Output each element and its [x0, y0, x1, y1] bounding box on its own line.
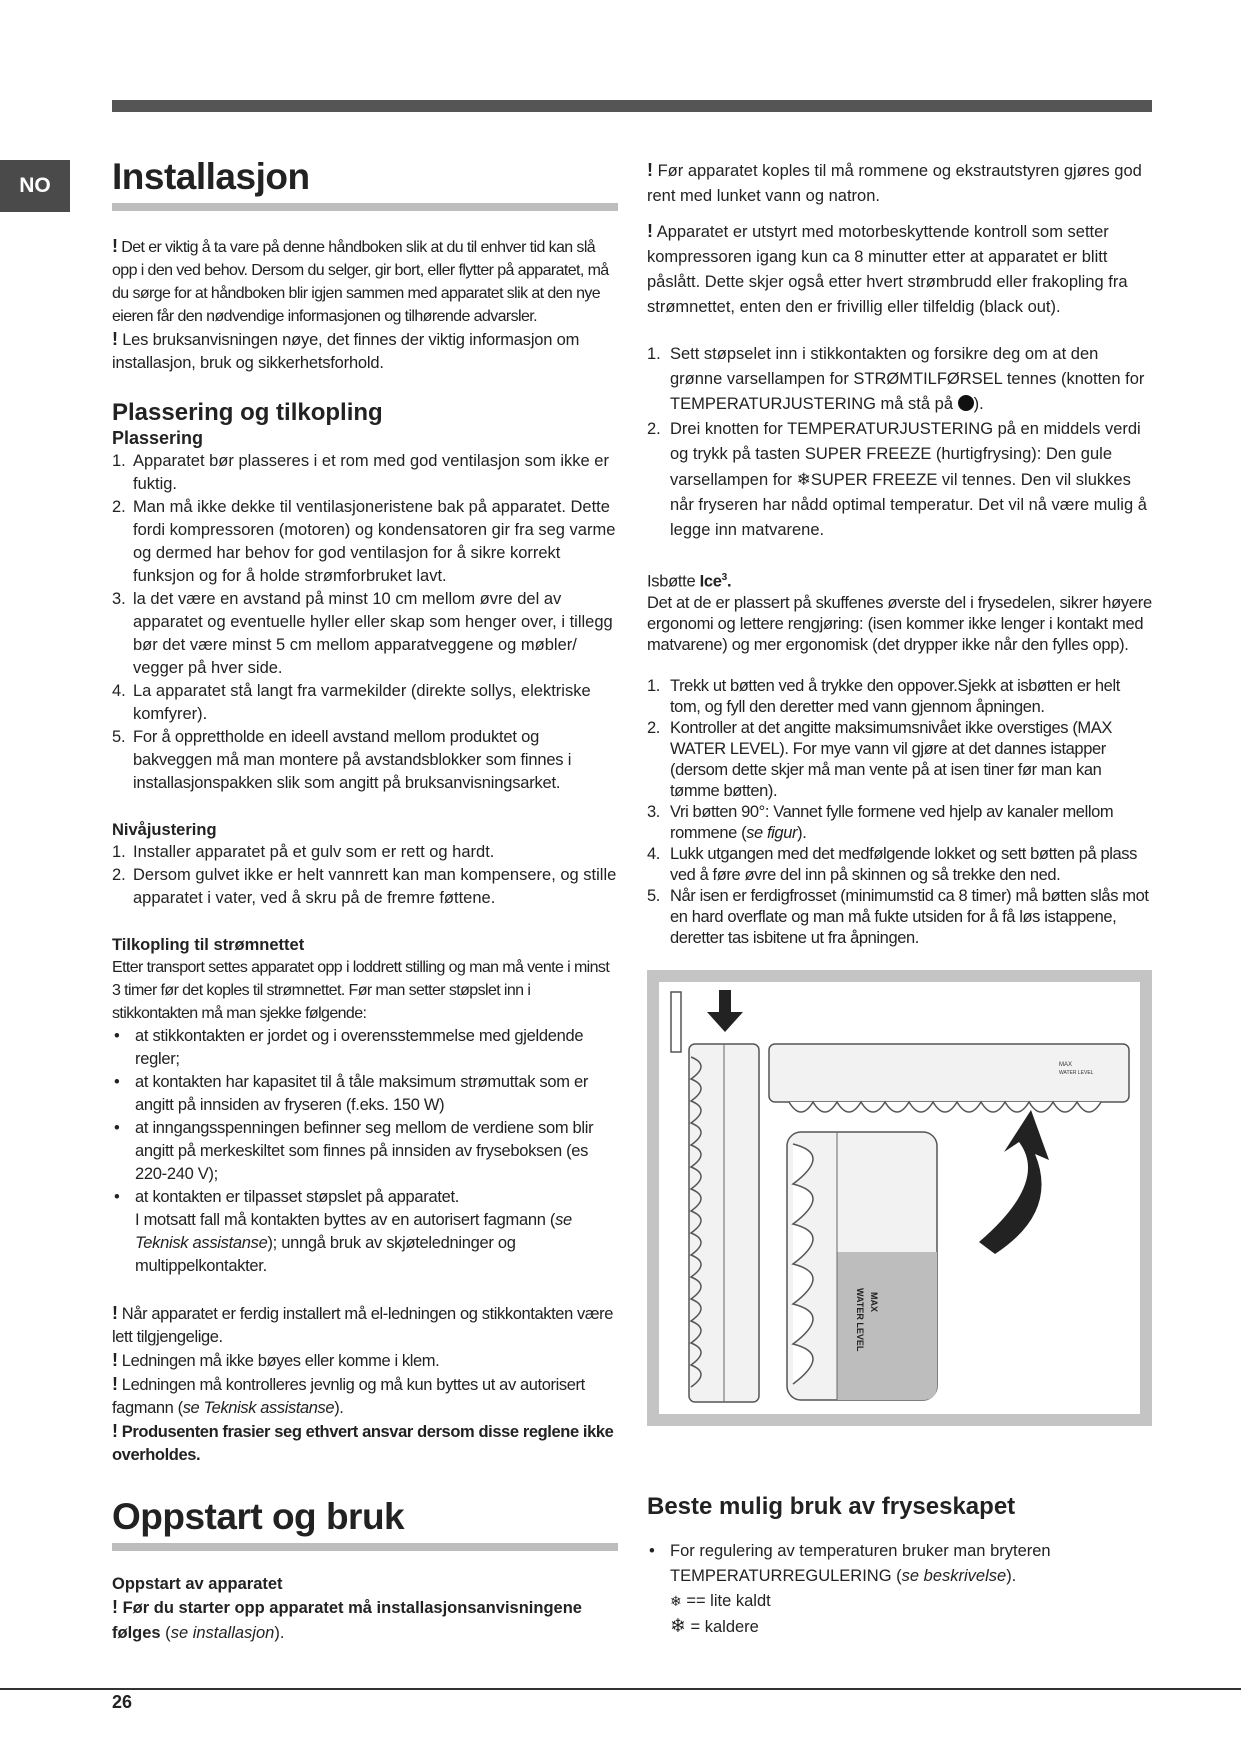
warning-4: ! Produsenten frasier seg ethvert ansvar dersom disse reglene ikke overholdes.	[112, 1421, 614, 1464]
legend-line-1: ❄ == lite kaldt	[670, 1592, 771, 1610]
placement-list	[112, 450, 618, 795]
power-title: Tilkopling til strømnettet	[112, 936, 305, 954]
right-column	[647, 158, 1152, 949]
best-use-section	[647, 1492, 1152, 1640]
ice-steps	[647, 676, 1152, 949]
snowflake-small-icon: ❄	[670, 1593, 682, 1609]
page-number: 26	[112, 1692, 133, 1712]
list-item: 1. Sett støpselet inn i stikkontakten og forsikre deg om at den grønne varsellampen for STRØMTILFØRSEL tennes (knotten for TEMPERATURJUSTERING må stå på ).	[647, 345, 1145, 413]
warning-2: ! Ledningen må ikke bøyes eller komme i klem.	[112, 1350, 440, 1370]
startup-title: Oppstart og bruk	[112, 1496, 405, 1537]
warning-mark: !	[112, 329, 118, 349]
list-item: 3. Vri bøtten 90°: Vannet fylle formene ved hjelp av kanaler mellom rommene (se figur).	[647, 802, 1114, 842]
filled-circle-icon	[958, 395, 974, 411]
list-item: 1. Apparatet bør plasseres i et rom med god ventilasjon som ikke er fuktig.	[112, 452, 609, 493]
water-level-label: WATER LEVEL	[855, 1288, 865, 1352]
list-item: 2. Kontroller at det angitte maksimumsnivået ikke overstiges (MAX WATER LEVEL). For mye vann vil gjøre at det dannes istapper (dersom dette skjer må man vente på at isen tiner før man kan tømme bøtten).	[647, 718, 1112, 800]
list-item: 1. Trekk ut bøtten ved å trykke den oppover.Sjekk at isbøtten er helt tom, og fyll den deretter med vann gjennom åpningen.	[647, 676, 1120, 716]
list-item: • at stikkontakten er jordet og i overensstemmelse med gjeldende regler;	[114, 1027, 584, 1068]
warning-1: ! Når apparatet er ferdig installert må el-ledningen og stikkontakten være lett tilgjengelige.	[112, 1303, 614, 1346]
title-rule	[112, 203, 618, 211]
ice-text: Det at de er plassert på skuffenes øverste del i frysedelen, sikrer høyere ergonomi og lettere rengjøring: (isen kommer ikke lenger i kontakt med matvarene) og mer ergonomisk (det drypper ikke når den fylles opp).	[647, 593, 1152, 654]
legend-line-2: ❄ = kaldere	[670, 1616, 759, 1637]
list-item: 2. Man må ikke dekke til ventilasjoneristene bak på apparatet. Dette fordi kompressoren (motoren) og kondensatoren gir fra seg varme og dermed har behov for god ventilasjon for å sikre korrekt funksjon og for å holde strømforbruket lavt.	[112, 498, 616, 585]
ice-tray-figure	[647, 970, 1152, 1426]
placement-subtitle: Plassering	[112, 428, 204, 448]
right-warning-2: ! Apparatet er utstyrt med motorbeskyttende kontroll som setter kompressoren igang kun ca 8 minutter etter at apparatet er blitt påslått. Dette skjer også etter hvert strømbrudd eller frakopling fra strømnettet, enten den er frivillig eller tilfeldig (black out).	[647, 221, 1128, 316]
startup-subtitle: Oppstart av apparatet	[112, 1575, 283, 1593]
right-warning-1: ! Før apparatet koples til må rommene og ekstrautstyren gjøres god rent med lunket vann og natron.	[647, 160, 1142, 205]
top-bar	[112, 100, 1152, 112]
tray-max-label-small: MAX	[1059, 1062, 1073, 1068]
warning-mark: !	[112, 236, 118, 256]
list-item: • For regulering av temperaturen bruker man bryteren TEMPERATURREGULERING (se beskrivelse).	[649, 1542, 1051, 1585]
list-item: 2. Dersom gulvet ikke er helt vannrett kan man kompensere, og stille apparatet i vater, ved å skru på de fremre føttene.	[112, 866, 617, 907]
intro-paragraph-1: ! Det er viktig å ta vare på denne håndboken slik at du til enhver tid kan slå opp i den ved behov. Dersom du selger, gir bort, eller flytter på apparatet, må du sørge for at håndboken blir igjen sammen med apparatet slik at den nye eieren får den nødvendige informasjonen og tilhørende advarsler.	[112, 236, 609, 325]
placement-title: Plassering og tilkopling	[112, 399, 383, 426]
list-item: 5. Når isen er ferdigfrosset (minimumstid ca 8 timer) må bøtten slås mot en hard overflate og man må fukte utsiden for å få løs istappene, deretter tas isbitene ut fra åpningen.	[647, 886, 1149, 947]
snowflake-large-icon: ❄	[670, 1616, 686, 1637]
list-item: • at inngangsspenningen befinner seg mellom de verdiene som blir angitt på merkeskiltet som finnes på innsiden av fryseboksen (es 220-240 V);	[114, 1119, 594, 1183]
max-label: MAX	[869, 1292, 879, 1312]
best-use-title: Beste mulig bruk av fryseskapet	[647, 1493, 1016, 1520]
installation-title: Installasjon	[112, 156, 310, 197]
startup-text: ! Før du starter opp apparatet må installasjonsanvisningene følges (se installasjon).	[112, 1597, 582, 1642]
list-item: 4. Lukk utgangen med det medfølgende lokket og sett bøtten på plass ved å føre øvre del inn på skinnen og så trekke den ned.	[647, 844, 1137, 884]
footer-rule	[0, 1688, 1241, 1690]
best-use-list	[647, 1539, 1152, 1589]
ice-tray-illustration	[659, 982, 1140, 1414]
level-list	[112, 841, 618, 910]
list-item: 1. Installer apparatet på et gulv som er rett og hardt.	[112, 843, 495, 861]
snowflake-icon: ❄	[796, 470, 811, 489]
list-item: • at kontakten er tilpasset støpslet på apparatet. I motsatt fall må kontakten byttes av en autorisert fagmann (se Teknisk assistanse); unngå bruk av skjøteledninger og multippelkontakter.	[114, 1188, 572, 1275]
power-bullets	[112, 1025, 618, 1278]
tray-water-level-label-small: WATER LEVEL	[1059, 1070, 1094, 1076]
startup-steps	[647, 342, 1152, 543]
warning-3: ! Ledningen må kontrolleres jevnlig og må kun byttes ut av autorisert fagmann (se Teknisk assistanse).	[112, 1374, 585, 1417]
list-item: • at kontakten har kapasitet til å tåle maksimum strømuttak som er angitt på innsiden av fryseren (f.eks. 150 W)	[114, 1073, 589, 1114]
left-column	[112, 155, 618, 1646]
power-intro: Etter transport settes apparatet opp i loddrett stilling og man må vente i minst 3 timer før det koples til strømnettet. Før man setter støpslet inn i stikkontakten må man sjekke følgende:	[112, 959, 610, 1022]
ice-heading: Isbøtte Ice$^3$.	[647, 572, 732, 591]
intro-paragraph-2: ! Les bruksanvisningen nøye, det finnes der viktig informasjon om installasjon, bruk og sikkerhetsforhold.	[112, 329, 580, 372]
title-rule	[112, 1543, 618, 1551]
list-item: 4. La apparatet stå langt fra varmekilder (direkte sollys, elektriske komfyrer).	[112, 682, 591, 723]
list-item: 5. For å opprettholde en ideell avstand mellom produktet og bakveggen må man montere på avstandsblokker som finnes i installasjonspakken slik som angitt på bruksanvisningsarket.	[112, 728, 572, 792]
level-title: Nivåjustering	[112, 821, 217, 839]
list-item: 3. la det være en avstand på minst 10 cm mellom øvre del av apparatet og eventuelle hyller eller skap som henger over, i tillegg bør det være minst 5 cm mellom apparatveggene og møbler/ vegger på hver side.	[112, 590, 613, 677]
language-tab: NO	[0, 160, 70, 212]
list-item: 2. Drei knotten for TEMPERATURJUSTERING på en middels verdi og trykk på tasten SUPER FREEZE (hurtigfrysing): Den gule varsellampen for ❄SUPER FREEZE vil tennes. Den vil slukkes når fryseren har nådd optimal temperatur. Det vil nå være mulig å legge inn matvarene.	[647, 420, 1147, 539]
